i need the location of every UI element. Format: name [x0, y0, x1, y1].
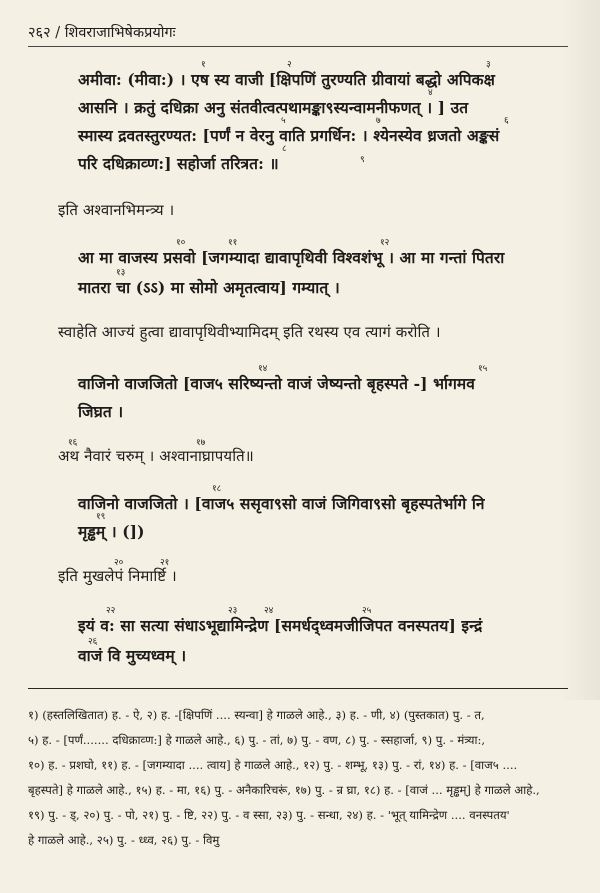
header-rule: [28, 46, 568, 47]
note-mark: ३: [486, 60, 491, 70]
running-header: [28, 22, 176, 42]
note-mark: ४: [428, 88, 433, 98]
verse-line: आसनि । क्रतुं दधिक्रा अनु संतवीत्वत्पथामङ्का९स्यन्वामनीफणत् । ] उत: [78, 98, 469, 117]
note-mark: १९: [96, 512, 106, 522]
show-through-shadow: [560, 0, 600, 700]
note-mark: २५: [362, 606, 372, 616]
note-mark: १२: [380, 238, 390, 248]
footnote-line: १०) ह. - प्रशघो, ११) ह. - [जगम्यादा .... त्वाय] हे गाळले आहे., १२) पु. - शम्भू, १३) पु. - रां, १४) ह. - [वाज५ ....: [28, 758, 518, 772]
instruction-line: इति अश्वानभिमन्त्र्य ।: [58, 201, 175, 219]
instruction-line: इति मुखलेपं निमार्ष्टि ।: [58, 567, 177, 585]
verse-line: वाजिनो वाजजितो । [वाज५ ससृवा९सो वाजं जिगिवा९सो बृहस्पतेर्भागे नि: [78, 494, 485, 513]
footnote-line: हे गाळले आहे., २५) पु. - ध्ध्व, २६) पु. - विमु: [28, 833, 220, 847]
verse-line: जिघ्रत ।: [78, 402, 124, 421]
running-title: शिवराजाभिषेकप्रयोगः: [64, 25, 176, 41]
note-mark: १३: [116, 268, 126, 278]
verse-line: वाजं वि मुच्यध्वम् ।: [78, 646, 187, 665]
header-separator: /: [55, 25, 61, 41]
note-mark: ५: [281, 116, 286, 126]
note-mark: ११: [228, 238, 238, 248]
verse-line: आ मा वाजस्य प्रसवो [जगम्यादा द्यावापृथिवी विश्वशंभू । आ मा गन्तां पितरा: [78, 248, 505, 267]
footnote-line: १) (हस्तलिखितात) ह. - ऐ, २) ह. -[क्षिपणिं .... स्यन्वा] हे गाळले आहे., ३) ह. - णी, ४) (पुस्तकात) पु. - त,: [28, 708, 485, 722]
page-number: २६२: [28, 25, 51, 41]
note-mark: २१: [160, 558, 170, 568]
note-mark: १०: [176, 238, 186, 248]
verse-line: मातरा चा (ऽऽ) मा सोमो अमृतत्वाय] गम्यात् ।: [78, 278, 340, 297]
note-mark: २०: [114, 558, 124, 568]
footnote-line: १९) पु. - ड्, २०) पु. - पो, २१) पु. - ष्टि, २२) पु. - व स्सा, २३) पु. - सन्धा, २४) ह. - 'भूत् यामिन्द्रेण .... वनस्पतय': [28, 808, 510, 822]
note-mark: ६: [504, 116, 509, 126]
note-mark: १४: [258, 364, 268, 374]
instruction-line: अथ नैवारं चरुम् । अश्वानाघ्रापयति॥: [58, 447, 254, 465]
verse-line: वाजिनो वाजजितो [वाज५ सरिष्यन्तो वाजं जेष्यन्तो बृहस्पते -] र्भागमव: [78, 374, 476, 393]
note-mark: २: [287, 60, 292, 70]
note-mark: २२: [106, 606, 116, 616]
note-mark: २४: [264, 606, 274, 616]
footnote-line: ५) ह. - [पर्णं....... दधिक्राव्ण:] हे गाळले आहे., ६) पु. - तां, ७) पु. - वण, ८) पु. - स्सहार्जा, ९) पु. - मंत्र्या:,: [28, 733, 486, 747]
instruction-line: स्वाहेति आज्यं हुत्वा द्यावापृथिवीभ्यामिदम् इति रथस्य एव त्यागं करोति ।: [58, 323, 441, 341]
note-mark: ७: [376, 116, 381, 126]
footnote-line: बृहस्पते] हे गाळले आहे., १५) ह. - मा, १६) पु. - अनैकारिचरूं, १७) पु. - न्र घ्रा, १८) ह. - [वाजं ... मृड्ढम्] हे गाळले आहे.,: [28, 783, 540, 797]
note-mark: २३: [228, 606, 238, 616]
note-mark: १६: [68, 438, 78, 448]
verse-line: स्मास्य द्रवतस्तुरण्यत: [पर्णं न वेरनु वाति प्रगर्धिन: । श्येनस्येव ध्रजतो अङ्कसं: [78, 126, 500, 145]
note-mark: २६: [88, 637, 98, 647]
note-mark: १: [201, 60, 206, 70]
verse-line: मृड्ढम् । (]): [78, 522, 145, 541]
note-mark: १५: [478, 364, 488, 374]
note-mark: १७: [196, 438, 206, 448]
verse-line: परि दधिक्राव्ण:] सहोर्जा तरित्रत: ॥: [78, 154, 279, 173]
footnote-rule: [28, 688, 568, 689]
note-mark: १८: [212, 484, 222, 494]
note-mark: ८: [282, 144, 287, 154]
verse-line: इयं व: सा सत्या संधाऽभूद्यामिन्द्रेण [समर्धद्ध्वमजीजिपत वनस्पतय] इन्द्रं: [78, 616, 483, 635]
verse-line: अमीवा: (मीवा:) । एष स्य वाजी [क्षिपणिं तुरण्यति ग्रीवायां बद्धो अपिकक्ष: [78, 70, 495, 89]
note-mark: ९: [360, 155, 365, 165]
